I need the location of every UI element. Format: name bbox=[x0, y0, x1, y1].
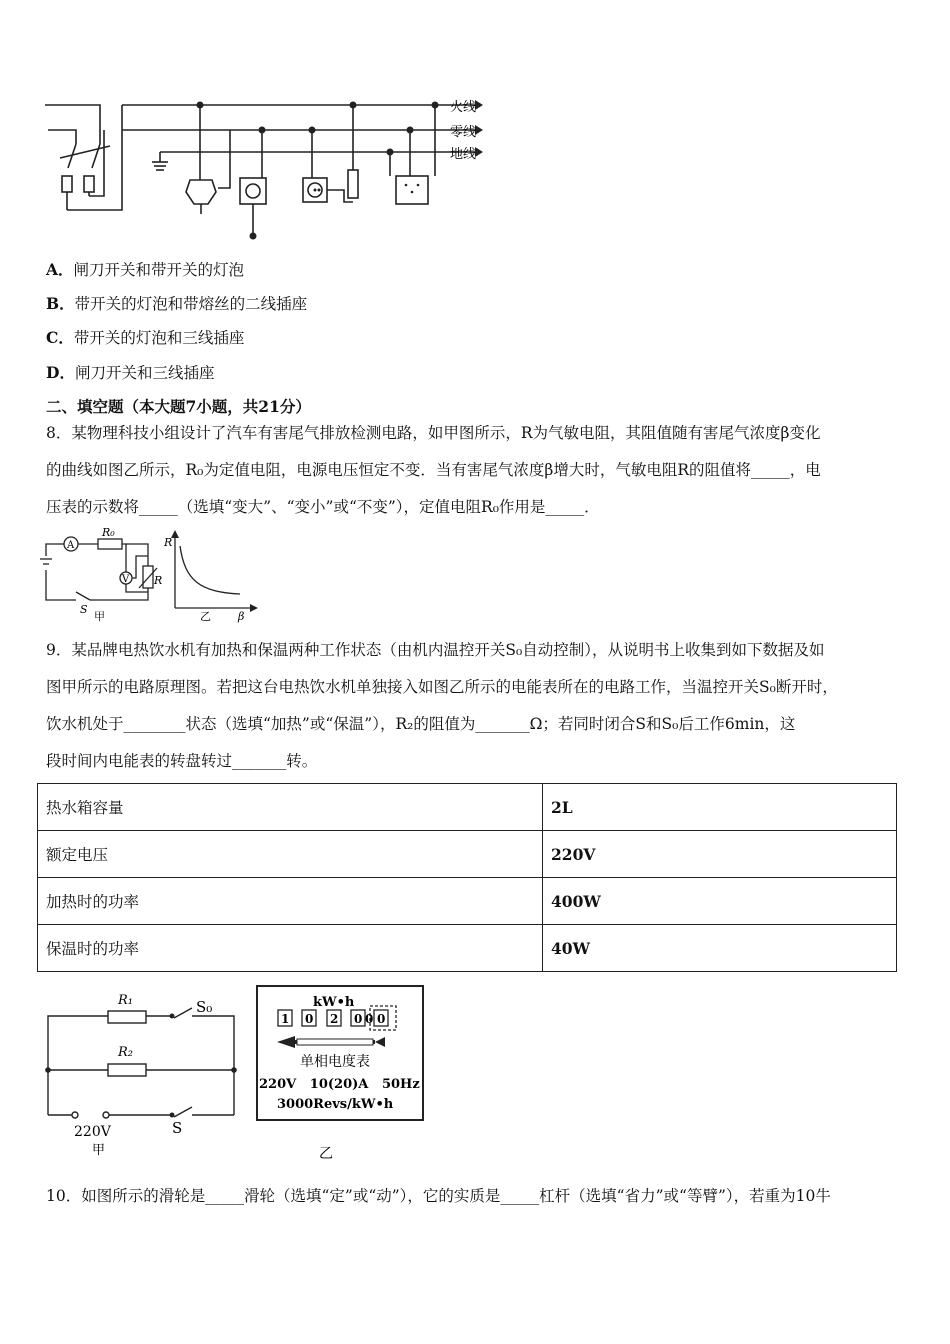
neutral-wire-label: 零线 bbox=[450, 125, 477, 140]
q9-line-4: 段时间内电能表的转盘转过_______转。 bbox=[46, 752, 318, 770]
spec-table bbox=[37, 783, 897, 972]
energy-meter-figure bbox=[255, 984, 427, 1164]
table-row bbox=[38, 878, 897, 925]
yi-caption: 乙 bbox=[200, 610, 211, 623]
q9-line-1: 9．某品牌电热饮水机有加热和保温两种工作状态（由机内温控开关S₀自动控制），从说明书上收集到如下数据及如 bbox=[46, 641, 825, 659]
meter-unit: kW•h bbox=[313, 995, 355, 1010]
table-row bbox=[38, 784, 897, 831]
axis-r-label: R bbox=[164, 536, 173, 549]
table-cell-label: 额定电压 bbox=[38, 831, 543, 878]
jia-caption: 甲 bbox=[94, 610, 105, 623]
table-cell-value: 2L bbox=[543, 784, 897, 831]
option-text: 带开关的灯泡和带熔丝的二线插座 bbox=[74, 295, 308, 313]
r-label: R bbox=[154, 574, 163, 587]
table-cell-label: 保温时的功率 bbox=[38, 925, 543, 972]
q10-line-1: 10．如图所示的滑轮是_____滑轮（选填“定”或“动”），它的实质是_____杠杆（选填“省力”或“等臂”），若重为10牛 bbox=[46, 1187, 831, 1205]
option-letter: A． bbox=[46, 260, 74, 279]
r2-label: R₂ bbox=[118, 1045, 133, 1060]
table-cell-value: 400W bbox=[543, 878, 897, 925]
option-text: 带开关的灯泡和三线插座 bbox=[73, 329, 245, 347]
section-heading: 二、填空题（本大题7小题，共21分） bbox=[46, 397, 311, 416]
option-c bbox=[46, 328, 244, 348]
q9-line-2: 图甲所示的电路原理图。若把这台电热饮水机单独接入如图乙所示的电能表所在的电路工作，当温控开关S₀断开时， bbox=[46, 678, 838, 696]
q8-line-1: 8．某物理科技小组设计了汽车有害尾气排放检测电路，如甲图所示，R为气敏电阻，其阻值随有害尾气浓度β变化 bbox=[46, 424, 821, 442]
option-b bbox=[46, 294, 307, 314]
meter-digit: 0 bbox=[377, 1012, 386, 1026]
table-cell-label: 加热时的功率 bbox=[38, 878, 543, 925]
option-text: 闸刀开关和带开关的灯泡 bbox=[73, 261, 245, 279]
r0-label: R₀ bbox=[102, 526, 115, 539]
s-label: S bbox=[172, 1119, 183, 1137]
s0-label: S₀ bbox=[196, 998, 213, 1016]
table-row bbox=[38, 831, 897, 878]
meter-revs: 3000Revs/kW•h bbox=[277, 1097, 394, 1112]
q8-line-3: 压表的示数将_____（选填“变大”、“变小”或“不变”），定值电阻R₀作用是_____． bbox=[46, 498, 600, 516]
ammeter-label: A bbox=[67, 540, 75, 551]
ground-wire-label: 地线 bbox=[450, 147, 477, 162]
live-wire-label: 火线 bbox=[450, 100, 477, 115]
table-row bbox=[38, 925, 897, 972]
meter-name: 单相电度表 bbox=[300, 1054, 370, 1070]
r1-label: R₁ bbox=[118, 993, 133, 1008]
option-text: 闸刀开关和三线插座 bbox=[74, 364, 215, 382]
table-cell-value: 40W bbox=[543, 925, 897, 972]
option-a bbox=[46, 260, 244, 280]
q8-line-2: 的曲线如图乙所示，R₀为定值电阻，电源电压恒定不变．当有害尾气浓度β增大时，气敏电阻R的阻值将_____，电 bbox=[46, 461, 821, 479]
household-circuit-figure bbox=[40, 92, 500, 244]
option-d bbox=[46, 363, 214, 383]
meter-digit: 1 bbox=[281, 1012, 290, 1026]
jia-caption: 甲 bbox=[92, 1143, 106, 1158]
table-cell-label: 热水箱容量 bbox=[38, 784, 543, 831]
meter-digit: 2 bbox=[330, 1012, 339, 1026]
option-letter: D． bbox=[46, 363, 75, 382]
meter-digit: 0 bbox=[305, 1012, 314, 1026]
axis-beta-label: β bbox=[238, 610, 245, 623]
option-letter: B． bbox=[46, 294, 75, 313]
meter-digit: 0 bbox=[365, 1012, 374, 1026]
option-letter: C． bbox=[46, 328, 74, 347]
q9-circuit-figure bbox=[40, 990, 245, 1162]
voltmeter-label: V bbox=[122, 574, 130, 585]
yi-caption: 乙 bbox=[319, 1146, 333, 1162]
voltage-label: 220V bbox=[74, 1124, 111, 1140]
meter-digit: 0 bbox=[354, 1012, 363, 1026]
meter-specs: 220V 10(20)A 50Hz bbox=[259, 1077, 420, 1092]
q9-line-3: 饮水机处于________状态（选填“加热”或“保温”），R₂的阻值为_______Ω；若同时闭合S和S₀后工作6min，这 bbox=[46, 715, 796, 733]
q8-figure bbox=[40, 526, 262, 624]
table-cell-value: 220V bbox=[543, 831, 897, 878]
switch-label: S bbox=[80, 603, 88, 616]
